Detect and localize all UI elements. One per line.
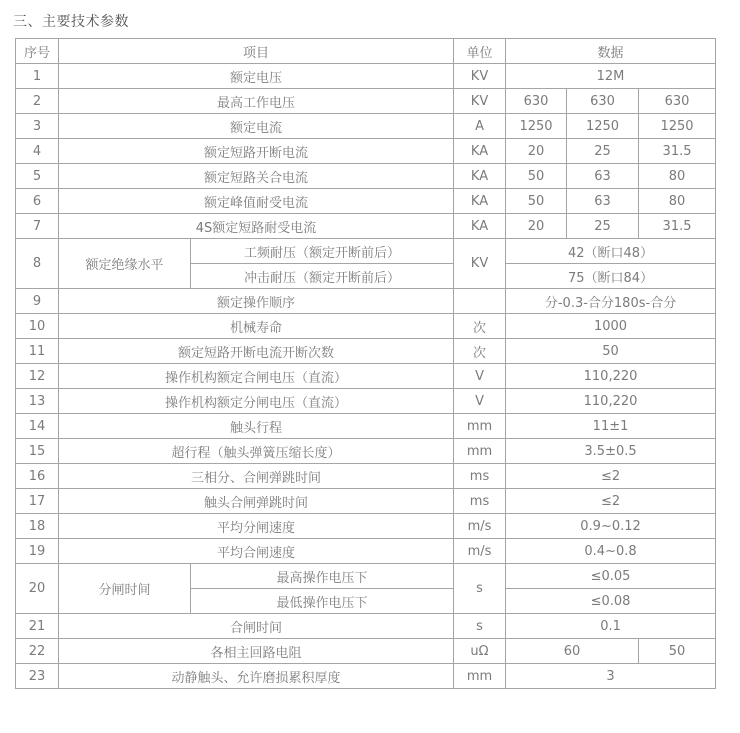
- row-unit: mm: [454, 414, 506, 439]
- parameters-table: [15, 38, 716, 689]
- row-value: 3.5±0.5: [506, 439, 716, 464]
- row-item: 操作机构额定合闸电压（直流）: [59, 364, 454, 389]
- table-row: [16, 414, 716, 439]
- row-value: 60: [506, 639, 639, 664]
- row-sub-item: 最低操作电压下: [191, 589, 454, 614]
- row-value: 75（断口84）: [506, 264, 716, 289]
- row-item: 触头合闸弹跳时间: [59, 489, 454, 514]
- row-value: 0.1: [506, 614, 716, 639]
- row-value: 0.9~0.12: [506, 514, 716, 539]
- row-no: 4: [16, 139, 59, 164]
- row-no: 23: [16, 664, 59, 689]
- row-unit: 次: [454, 339, 506, 364]
- row-no: 12: [16, 364, 59, 389]
- row-unit: 次: [454, 314, 506, 339]
- row-unit: [454, 289, 506, 314]
- row-item: 最高工作电压: [59, 89, 454, 114]
- table-row-group: [16, 239, 716, 264]
- row-item: 机械寿命: [59, 314, 454, 339]
- row-value: 0.4~0.8: [506, 539, 716, 564]
- table-row: [16, 439, 716, 464]
- table-row: [16, 114, 716, 139]
- row-sub-item: 工频耐压（额定开断前后）: [191, 239, 454, 264]
- table-row: [16, 614, 716, 639]
- header-data: 数据: [506, 39, 716, 64]
- row-unit: ms: [454, 489, 506, 514]
- table-row: [16, 189, 716, 214]
- table-row: [16, 289, 716, 314]
- row-value: 分-0.3-合分180s-合分: [506, 289, 716, 314]
- row-item: 4S额定短路耐受电流: [59, 214, 454, 239]
- row-value: 630: [567, 89, 639, 114]
- table-row: [16, 514, 716, 539]
- row-unit: KA: [454, 139, 506, 164]
- row-unit: KV: [454, 239, 506, 289]
- row-value: 12M: [506, 64, 716, 89]
- page-title: 三、主要技术参数: [13, 14, 129, 30]
- table-row: [16, 489, 716, 514]
- row-unit: V: [454, 389, 506, 414]
- row-item: 平均合闸速度: [59, 539, 454, 564]
- row-value: 630: [639, 89, 716, 114]
- row-no: 5: [16, 164, 59, 189]
- row-no: 3: [16, 114, 59, 139]
- table-row: [16, 364, 716, 389]
- row-unit: KA: [454, 189, 506, 214]
- row-value: 31.5: [639, 214, 716, 239]
- header-no: 序号: [16, 39, 59, 64]
- table-row: [16, 464, 716, 489]
- row-unit: uΩ: [454, 639, 506, 664]
- row-group-label: 额定绝缘水平: [59, 239, 191, 289]
- row-unit: mm: [454, 439, 506, 464]
- row-item: 三相分、合闸弹跳时间: [59, 464, 454, 489]
- row-value: 50: [506, 164, 567, 189]
- row-no: 22: [16, 639, 59, 664]
- row-value: ≤0.05: [506, 564, 716, 589]
- row-item: 操作机构额定分闸电压（直流）: [59, 389, 454, 414]
- row-value: 3: [506, 664, 716, 689]
- row-value: 110,220: [506, 389, 716, 414]
- row-no: 15: [16, 439, 59, 464]
- row-item: 合闸时间: [59, 614, 454, 639]
- row-item: 额定电压: [59, 64, 454, 89]
- row-value: 630: [506, 89, 567, 114]
- row-item: 额定短路开断电流: [59, 139, 454, 164]
- row-item: 动静触头、允许磨损累积厚度: [59, 664, 454, 689]
- row-value: 20: [506, 139, 567, 164]
- row-value: ≤2: [506, 464, 716, 489]
- table-row: [16, 339, 716, 364]
- table-row: [16, 64, 716, 89]
- row-no: 10: [16, 314, 59, 339]
- row-value: 80: [639, 164, 716, 189]
- row-value: 1250: [639, 114, 716, 139]
- table-row: [16, 214, 716, 239]
- row-item: 额定电流: [59, 114, 454, 139]
- row-unit: s: [454, 564, 506, 614]
- table-row: [16, 539, 716, 564]
- row-unit: mm: [454, 664, 506, 689]
- row-no: 9: [16, 289, 59, 314]
- row-value: 50: [506, 339, 716, 364]
- row-value: 50: [639, 639, 716, 664]
- row-unit: KA: [454, 164, 506, 189]
- row-item: 额定短路开断电流开断次数: [59, 339, 454, 364]
- table-row: [16, 89, 716, 114]
- table-row: [16, 314, 716, 339]
- row-item: 超行程（触头弹簧压缩长度）: [59, 439, 454, 464]
- row-unit: KV: [454, 64, 506, 89]
- row-value: 1250: [506, 114, 567, 139]
- row-value: 63: [567, 164, 639, 189]
- table-row: [16, 389, 716, 414]
- table-row: [16, 139, 716, 164]
- row-value: 63: [567, 189, 639, 214]
- row-no: 1: [16, 64, 59, 89]
- row-value: 110,220: [506, 364, 716, 389]
- header-item: 项目: [59, 39, 454, 64]
- row-sub-item: 最高操作电压下: [191, 564, 454, 589]
- row-no: 16: [16, 464, 59, 489]
- row-item: 触头行程: [59, 414, 454, 439]
- row-group-label: 分闸时间: [59, 564, 191, 614]
- row-unit: ms: [454, 464, 506, 489]
- row-value: 20: [506, 214, 567, 239]
- row-no: 14: [16, 414, 59, 439]
- row-no: 20: [16, 564, 59, 614]
- row-no: 19: [16, 539, 59, 564]
- row-value: 31.5: [639, 139, 716, 164]
- row-unit: V: [454, 364, 506, 389]
- table-row: [16, 664, 716, 689]
- row-unit: s: [454, 614, 506, 639]
- row-value: 25: [567, 139, 639, 164]
- row-item: 额定峰值耐受电流: [59, 189, 454, 214]
- table-row: [16, 164, 716, 189]
- row-no: 13: [16, 389, 59, 414]
- row-value: 11±1: [506, 414, 716, 439]
- row-no: 17: [16, 489, 59, 514]
- table-row-group: [16, 564, 716, 589]
- row-unit: KV: [454, 89, 506, 114]
- row-unit: m/s: [454, 539, 506, 564]
- row-item: 平均分闸速度: [59, 514, 454, 539]
- row-value: 1250: [567, 114, 639, 139]
- row-no: 6: [16, 189, 59, 214]
- row-no: 8: [16, 239, 59, 289]
- row-no: 11: [16, 339, 59, 364]
- row-value: ≤2: [506, 489, 716, 514]
- header-unit: 单位: [454, 39, 506, 64]
- row-no: 18: [16, 514, 59, 539]
- table-header-row: [16, 39, 716, 64]
- row-unit: m/s: [454, 514, 506, 539]
- row-value: 1000: [506, 314, 716, 339]
- row-unit: A: [454, 114, 506, 139]
- row-item: 各相主回路电阻: [59, 639, 454, 664]
- row-value: 50: [506, 189, 567, 214]
- row-value: 80: [639, 189, 716, 214]
- row-item: 额定操作顺序: [59, 289, 454, 314]
- row-sub-item: 冲击耐压（额定开断前后）: [191, 264, 454, 289]
- row-value: 42（断口48）: [506, 239, 716, 264]
- row-item: 额定短路关合电流: [59, 164, 454, 189]
- row-value: ≤0.08: [506, 589, 716, 614]
- row-no: 21: [16, 614, 59, 639]
- row-unit: KA: [454, 214, 506, 239]
- row-no: 7: [16, 214, 59, 239]
- row-value: 25: [567, 214, 639, 239]
- row-no: 2: [16, 89, 59, 114]
- table-row: [16, 639, 716, 664]
